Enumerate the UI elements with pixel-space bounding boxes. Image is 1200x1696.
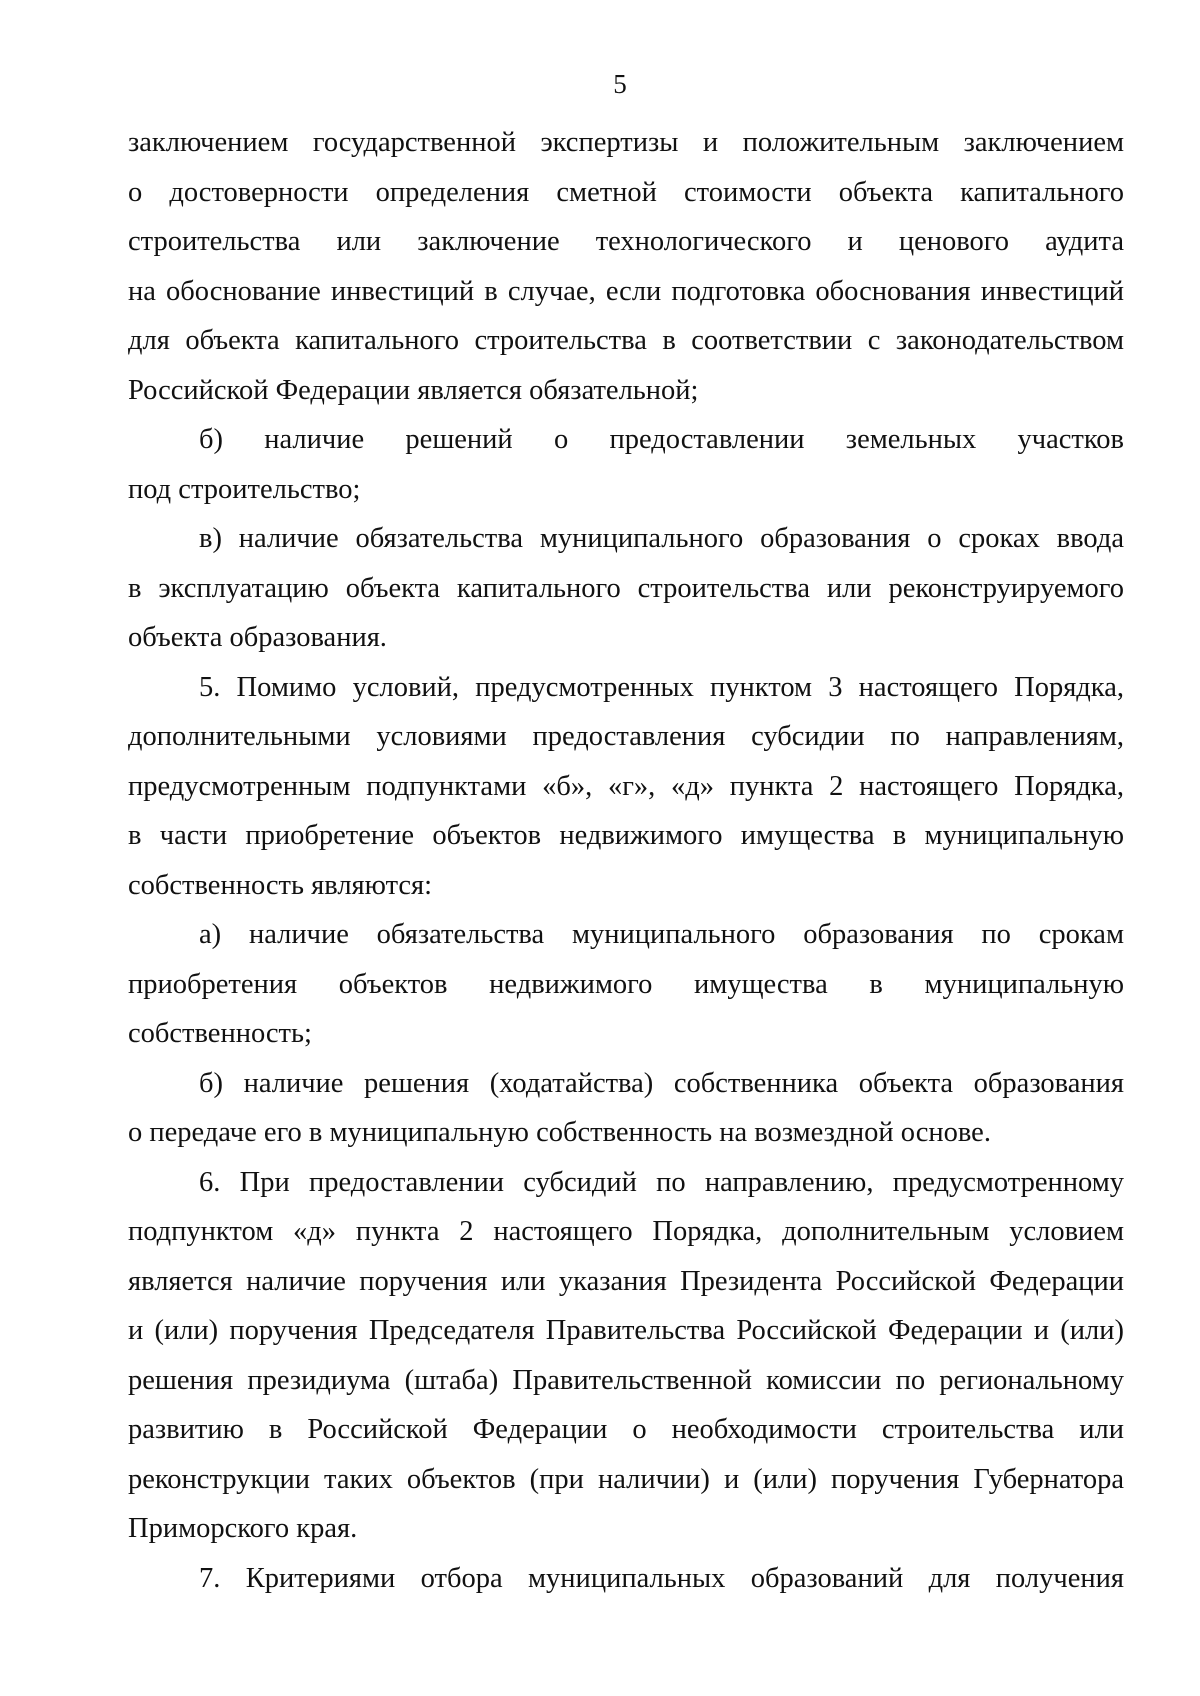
text-line: подпунктом «д» пункта 2 настоящего Порядка, дополнительным условием	[128, 1216, 1124, 1247]
text-line: и (или) поручения Председателя Правительства Российской Федерации и (или)	[128, 1315, 1124, 1346]
document-body	[128, 118, 1124, 1603]
text-line: реконструкции таких объектов (при наличии) и (или) поручения Губернатора	[128, 1463, 1124, 1495]
text-line: заключением государственной экспертизы и положительным заключением	[128, 127, 1124, 158]
text-line: а) наличие обязательства муниципального образования по срокам	[199, 919, 1124, 950]
text-line: на обоснование инвестиций в случае, если подготовка обоснования инвестиций	[128, 275, 1124, 307]
text-line: собственность;	[128, 1018, 312, 1049]
text-line: является наличие поручения или указания Президента Российской Федерации	[128, 1265, 1124, 1297]
text-line: о передаче его в муниципальную собственность на возмездной основе.	[128, 1117, 991, 1148]
text-line: б) наличие решения (ходатайства) собственника объекта образования	[199, 1067, 1124, 1099]
text-line: 6. При предоставлении субсидий по направлению, предусмотренному	[199, 1166, 1124, 1198]
text-line: Приморского края.	[128, 1513, 358, 1544]
text-line: под строительство;	[128, 473, 361, 505]
text-line: строительства или заключение технологического и ценового аудита	[128, 226, 1124, 257]
text-line: объекта образования.	[128, 622, 387, 653]
text-line: о достоверности определения сметной стоимости объекта капитального	[128, 176, 1124, 208]
text-line: дополнительными условиями предоставления субсидии по направлениям,	[128, 721, 1124, 752]
text-line: приобретения объектов недвижимого имущества в муниципальную	[128, 968, 1124, 1000]
text-line: собственность являются:	[128, 869, 433, 901]
text-line: в эксплуатацию объекта капитального строительства или реконструируемого	[128, 572, 1124, 604]
page-number: 5	[613, 69, 627, 99]
text-line: для объекта капитального строительства в соответствии с законодательством	[128, 325, 1124, 356]
text-line: предусмотренным подпунктами «б», «г», «д» пункта 2 настоящего Порядка,	[128, 770, 1124, 802]
text-line: в) наличие обязательства муниципального образования о сроках ввода	[199, 523, 1124, 554]
text-line: в части приобретение объектов недвижимого имущества в муниципальную	[128, 820, 1124, 851]
text-line: 5. Помимо условий, предусмотренных пунктом 3 настоящего Порядка,	[199, 671, 1124, 703]
text-line: 7. Критериями отбора муниципальных образований для получения	[199, 1562, 1124, 1594]
text-line: Российской Федерации является обязательной;	[128, 374, 699, 406]
text-line: развитию в Российской Федерации о необходимости строительства или	[128, 1414, 1124, 1445]
text-line: решения президиума (штаба) Правительственной комиссии по региональному	[128, 1364, 1124, 1396]
text-line: б) наличие решений о предоставлении земельных участков	[199, 424, 1124, 455]
